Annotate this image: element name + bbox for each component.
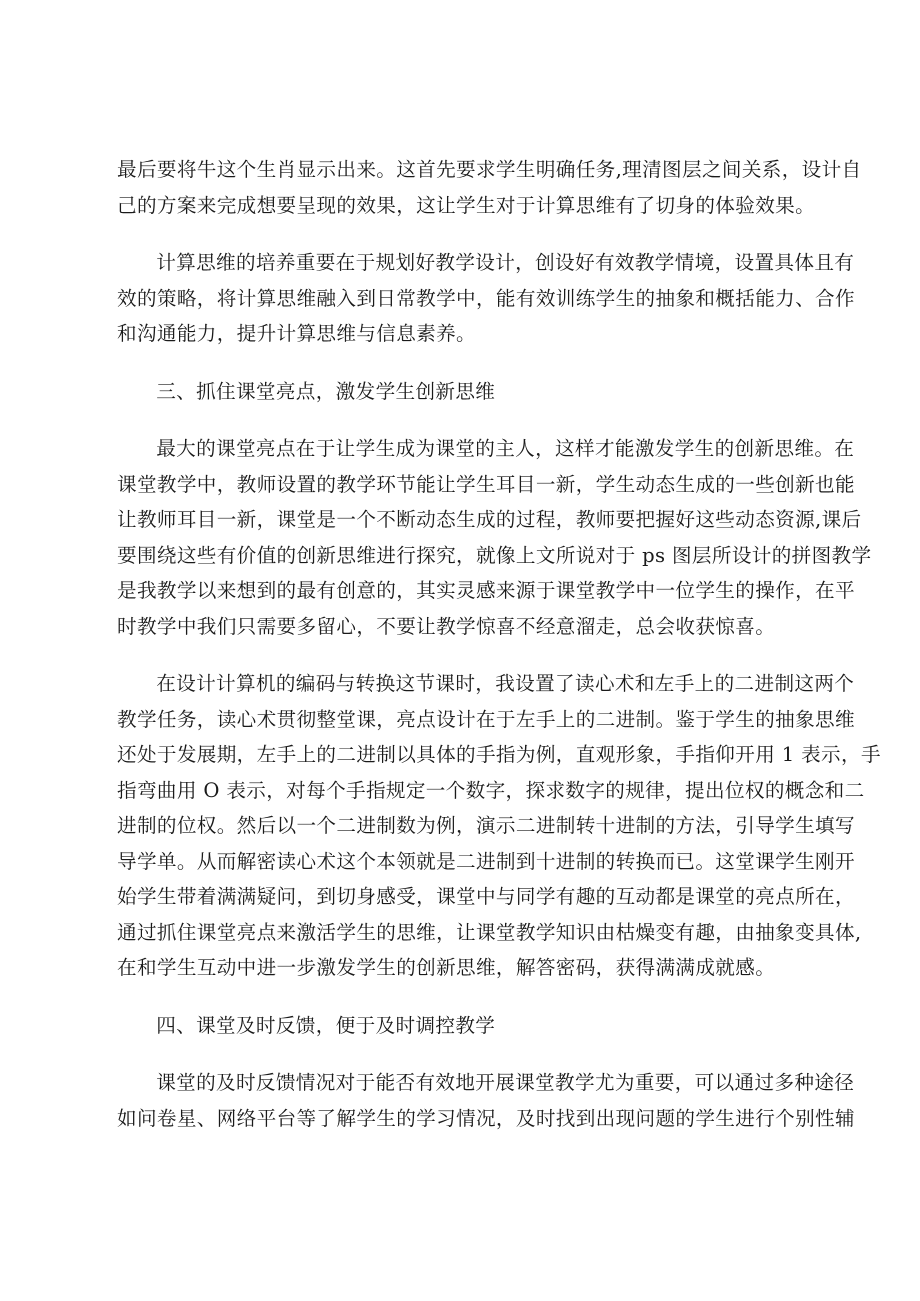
paragraph-line: 始学生带着满满疑问，到切身感受，课堂中与同学有趣的互动都是课堂的亮点所在， — [117, 885, 855, 908]
paragraph-line: 是我教学以来想到的最有创意的，其实灵感来源于课堂教学中一位学生的操作，在平 — [117, 579, 855, 602]
paragraph-line: 最后要将牛这个生肖显示出来。这首先要求学生明确任务,理清图层之间关系，设计自 — [117, 158, 862, 181]
paragraph-line: 效的策略，将计算思维融入到日常教学中，能有效训练学生的抽象和概括能力、合作 — [117, 286, 855, 310]
paragraph-2 — [117, 245, 855, 352]
paragraph-line: 己的方案来完成想要呈现的效果，这让学生对于计算思维有了切身的体验效果。 — [117, 193, 816, 217]
paragraph-3 — [117, 431, 872, 644]
section-heading-4: 四、课堂及时反馈，便于及时调控教学 — [156, 1013, 496, 1037]
paragraph-line: 要围绕这些有价值的创新思维进行探究，就像上文所说对于 ps 图层所设计的拼图教学 — [117, 543, 872, 567]
paragraph-line: 还处于发展期，左手上的二进制以具体的手指为例，直观形象，手指仰开用 1 表示，手 — [117, 743, 881, 766]
paragraph-line: 课堂教学中，教师设置的教学环节能让学生耳目一新，学生动态生成的一些创新也能 — [117, 472, 855, 496]
paragraph-line: 最大的课堂亮点在于让学生成为课堂的主人，这样才能激发学生的创新思维。在 — [156, 437, 855, 460]
paragraph-line: 如问卷星、网络平台等了解学生的学习情况，及时找到出现问题的学生进行个别性辅 — [117, 1106, 855, 1130]
paragraph-line: 指弯曲用 O 表示，对每个手指规定一个数字，探求数字的规律，提出位权的概念和二 — [117, 778, 865, 802]
paragraph-line: 和沟通能力，提升计算思维与信息素养。 — [117, 322, 476, 345]
paragraph-line: 在设计计算机的编码与转换这节课时，我设置了读心术和左手上的二进制这两个 — [156, 672, 855, 695]
document-body — [117, 152, 881, 1158]
paragraph-line: 进制的位权。然后以一个二进制数为例，演示二进制转十进制的方法，引导学生填写 — [117, 814, 855, 837]
paragraph-line: 教学任务，读心术贯彻整堂课，亮点设计在于左手上的二进制。鉴于学生的抽象思维 — [117, 707, 855, 731]
paragraph-4 — [117, 666, 881, 986]
paragraph-line: 导学单。从而解密读心术这个本领就是二进制到十进制的转换而已。这堂课学生刚开 — [117, 849, 855, 873]
paragraph-line: 时教学中我们只需要多留心，不要让教学惊喜不经意溜走，总会收获惊喜。 — [117, 614, 776, 638]
paragraph-line: 在和学生互动中进一步激发学生的创新思维，解答密码，获得满满成就感。 — [117, 956, 776, 979]
paragraph-5 — [117, 1065, 855, 1136]
paragraph-line: 让教师耳目一新，课堂是一个不断动态生成的过程，教师要把握好这些动态资源,课后 — [117, 508, 862, 531]
section-heading-3: 三、抓住课堂亮点，激发学生创新思维 — [156, 379, 496, 403]
paragraph-1 — [117, 152, 862, 223]
paragraph-line: 计算思维的培养重要在于规划好教学设计，创设好有效教学情境，设置具体且有 — [156, 251, 855, 274]
paragraph-line: 通过抓住课堂亮点来激活学生的思维，让课堂教学知识由枯燥变有趣，由抽象变具体, — [117, 920, 862, 944]
paragraph-line: 课堂的及时反馈情况对于能否有效地开展课堂教学尤为重要，可以通过多种途径 — [156, 1071, 855, 1094]
